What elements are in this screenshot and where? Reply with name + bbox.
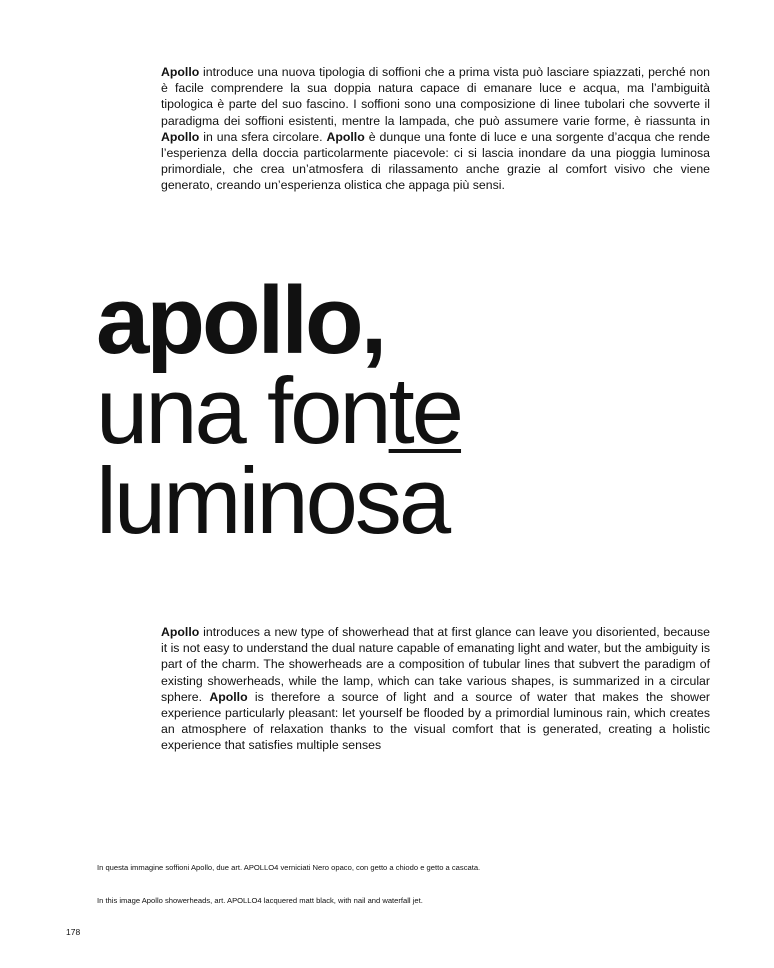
paragraph-text: introduces a new type of showerhead that at first glance can leave you disoriented, because it is not easy to understand the dual nature capable of emanating light and water, but the ambiguity is part of the charm. The showerheads are a composition of tubular lines that subvert the paradigm of existing showerheads, while the lamp, which can take various shapes, is summarized in a circular sphere. <box>161 625 710 704</box>
brand-name: Apollo <box>209 689 248 704</box>
title-line-1: apollo, <box>96 267 385 374</box>
paragraph-text: introduce una nuova tipologia di soffioni che a prima vista può lasciare spiazzati, perché non è facile comprendere la sua doppia natura capace di emanare luce e acqua, ma l’ambiguità tipologica è parte del suo fascino. I soffioni sono una composizione di linee tubolari che sovverte il paradigma dei soffioni esistenti, mentre la lampada, che può assumere varie forme, è riassunta in <box>161 65 710 128</box>
brand-name: Apollo <box>161 65 200 79</box>
paragraph-text: è dunque una fonte di luce e una sorgente d’acqua che rende l’esperienza della doccia particolarmente piacevole: ci si lascia inondare da una pioggia luminosa primordiale, che crea un’atmosfera di rilassamento anche grazie al comfort visivo che viene generato, creando un’esperienza olistica che appaga più sensi. <box>161 129 710 193</box>
title-underlined-text: te <box>388 358 462 463</box>
brand-name: Apollo <box>161 129 200 144</box>
title-line-2-text: una fon <box>96 358 389 463</box>
italian-caption: In questa immagine soffioni Apollo, due art. APOLLO4 verniciati Nero opaco, con getto a chiodo e getto a cascata. <box>97 863 481 872</box>
page-number: 178 <box>66 927 81 937</box>
english-intro-paragraph <box>161 624 710 754</box>
paragraph-text: is therefore a source of light and a source of water that makes the shower experience particularly pleasant: let yourself be flooded by a primordial luminous rain, which creates an atmosphere of relaxation thanks to the visual comfort that is generated, creating a holistic experience that satisfies multiple senses <box>161 689 711 753</box>
title-line-3: luminosa <box>96 448 449 553</box>
brand-name: Apollo <box>161 625 200 639</box>
title-line-2 <box>96 358 462 463</box>
paragraph-text: in una sfera circolare. <box>199 129 327 144</box>
italian-intro-paragraph <box>161 64 710 194</box>
english-caption: In this image Apollo showerheads, art. APOLLO4 lacquered matt black, with nail and waterfall jet. <box>97 896 423 905</box>
brand-name: Apollo <box>326 129 365 144</box>
